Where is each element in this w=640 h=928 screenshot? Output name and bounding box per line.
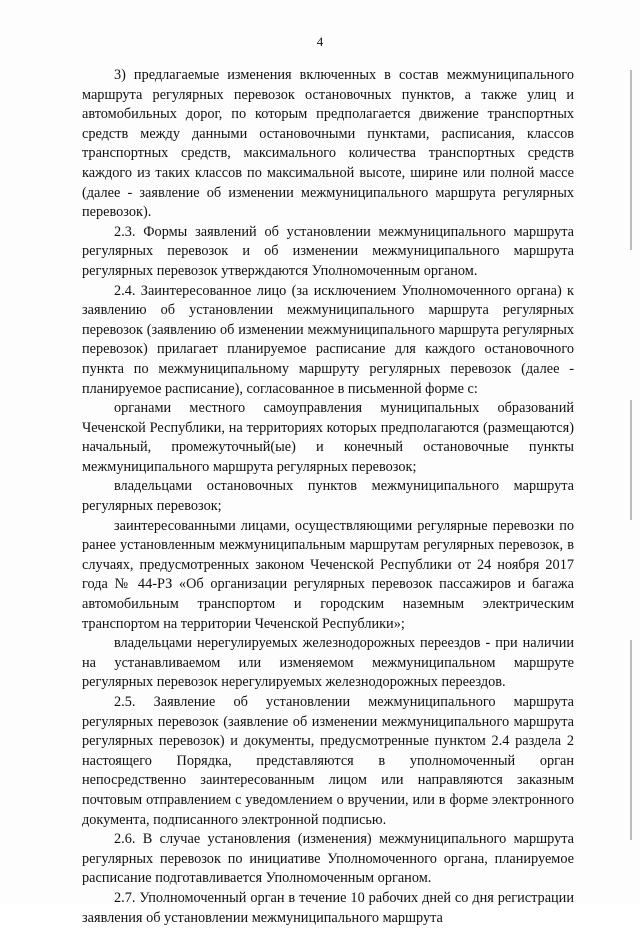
paragraph-2-3: 2.3. Формы заявлений об установлении межмуниципального маршрута регулярных перевозок и об изменении межмуниципального маршрута регулярных перевозок утверждаются Уполномоченным органом. — [82, 223, 574, 279]
scan-edge-mark — [630, 640, 632, 840]
paragraph-local-governments: органами местного самоуправления муниципальных образований Чеченской Республики, на территориях которых предполагаются (размещаются) начальный, промежуточный(ые) и конечный остановочные пункты межмуниципального маршрута регулярных перевозок; — [82, 400, 574, 475]
paragraph-2-6: 2.6. В случае установления (изменения) межмуниципального маршрута регулярных перевозок по инициативе Уполномоченного органа, планируемое расписание подготавливается Уполномоченным органом. — [82, 831, 574, 887]
scan-edge-mark — [630, 70, 632, 250]
paragraph-stop-owners: владельцами остановочных пунктов межмуниципального маршрута регулярных перевозок; — [82, 478, 574, 515]
paragraph-2-5: 2.5. Заявление об установлении межмуниципального маршрута регулярных перевозок (заявление об изменении межмуниципального маршрута регулярных перевозок) и документы, предусмотренные пунктом 2.4 раздела 2 настоящего Порядка, представляются в уполномоченный орган непосредственно заинтересованным лицом или направляются заказным почтовым отправлением с уведомлением о вручении, или в форме электронного документа, подписанного электронной подписью. — [82, 694, 574, 828]
paragraph-railway-crossings: владельцами нерегулируемых железнодорожных переездов - при наличии на устанавливаемом или изменяемом межмуниципальном маршруте регулярных перевозок нерегулируемых железнодорожных переездов. — [82, 635, 574, 691]
paragraph-2-7: 2.7. Уполномоченный орган в течение 10 рабочих дней со дня регистрации заявления об установлении межмуниципального маршрута — [82, 889, 574, 926]
paragraph-item-3: 3) предлагаемые изменения включенных в состав межмуниципального маршрута регулярных перевозок остановочных пунктов, а также улиц и автомобильных дорог, по которым предполагается движение транспортных средств между данными остановочными пунктами, расписания, классов транспортных средств, максимального количества транспортных средств каждого из таких классов по максимальной высоте, ширине или полной массе (далее - заявление об изменении межмуниципального маршрута регулярных перевозок). — [82, 67, 574, 221]
page-number: 4 — [316, 34, 324, 49]
paragraph-2-4: 2.4. Заинтересованное лицо (за исключением Уполномоченного органа) к заявлению об установлении межмуниципального маршрута регулярных перевозок (заявлению об изменении межмуниципального маршрута регулярных перевозок) прилагает планируемое расписание для каждого остановочного пункта по межмуниципальному маршруту регулярных перевозок (далее - планируемое расписание), согласованное в письменной форме с: — [82, 282, 574, 397]
document-body — [82, 66, 574, 928]
paragraph-interested-parties: заинтересованными лицами, осуществляющими регулярные перевозки по ранее установленным межмуниципальным маршрутам регулярных перевозок, в случаях, предусмотренных законом Чеченской Республики от 24 ноября 2017 года № 44-РЗ «Об организации регулярных перевозок пассажиров и багажа автомобильным транспортом и городским наземным электрическим транспортом на территории Чеченской Республики»; — [82, 517, 574, 632]
scan-edge-mark — [630, 400, 632, 520]
